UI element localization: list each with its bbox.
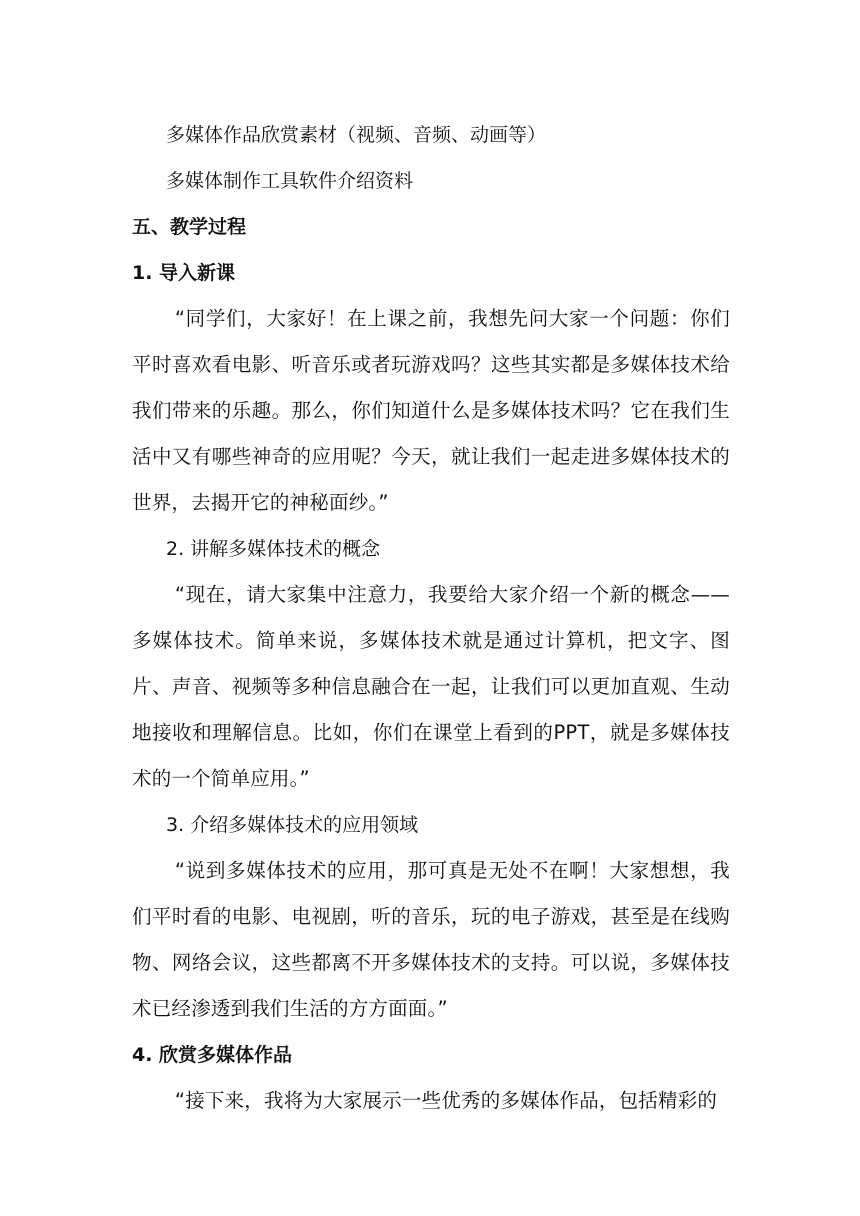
step-paragraph-concept: “现在，请大家集中注意力，我要给大家介绍一个新的概念——多媒体技术。简单来说，多媒体技术就是通过计算机，把文字、图片、声音、视频等多种信息融合在一起，让我们可以更加直观、生动地接收和理解信息。比如，你们在课堂上看到的PPT，就是多媒体技术的一个简单应用。” (132, 583, 730, 790)
step-heading-applications: 3. 介绍多媒体技术的应用领域 (166, 814, 419, 836)
material-item: 多媒体作品欣赏素材（视频、音频、动画等） (166, 124, 547, 146)
material-item: 多媒体制作工具软件介绍资料 (166, 170, 414, 192)
step-paragraph-appreciation: “接下来，我将为大家展示一些优秀的多媒体作品，包括精彩的 (174, 1089, 718, 1112)
step-heading-concept: 2. 讲解多媒体技术的概念 (166, 538, 381, 560)
step-paragraph-intro: “同学们，大家好！在上课之前，我想先问大家一个问题：你们平时喜欢看电影、听音乐或者玩游戏吗？这些其实都是多媒体技术给我们带来的乐趣。那么，你们知道什么是多媒体技术吗？它在我们生活中又有哪些神奇的应用呢？今天，就让我们一起走进多媒体技术的世界，去揭开它的神秘面纱。” (132, 307, 730, 514)
step-paragraph-applications: “说到多媒体技术的应用，那可真是无处不在啊！大家想想，我们平时看的电影、电视剧，听的音乐，玩的电子游戏，甚至是在线购物、网络会议，这些都离不开多媒体技术的支持。可以说，多媒体技术已经渗透到我们生活的方方面面。” (132, 859, 730, 1020)
step-heading-appreciation: 4. 欣赏多媒体作品 (132, 1044, 293, 1066)
step-heading-intro: 1. 导入新课 (132, 262, 236, 284)
document-body (132, 112, 730, 1124)
section-heading: 五、教学过程 (132, 216, 247, 238)
